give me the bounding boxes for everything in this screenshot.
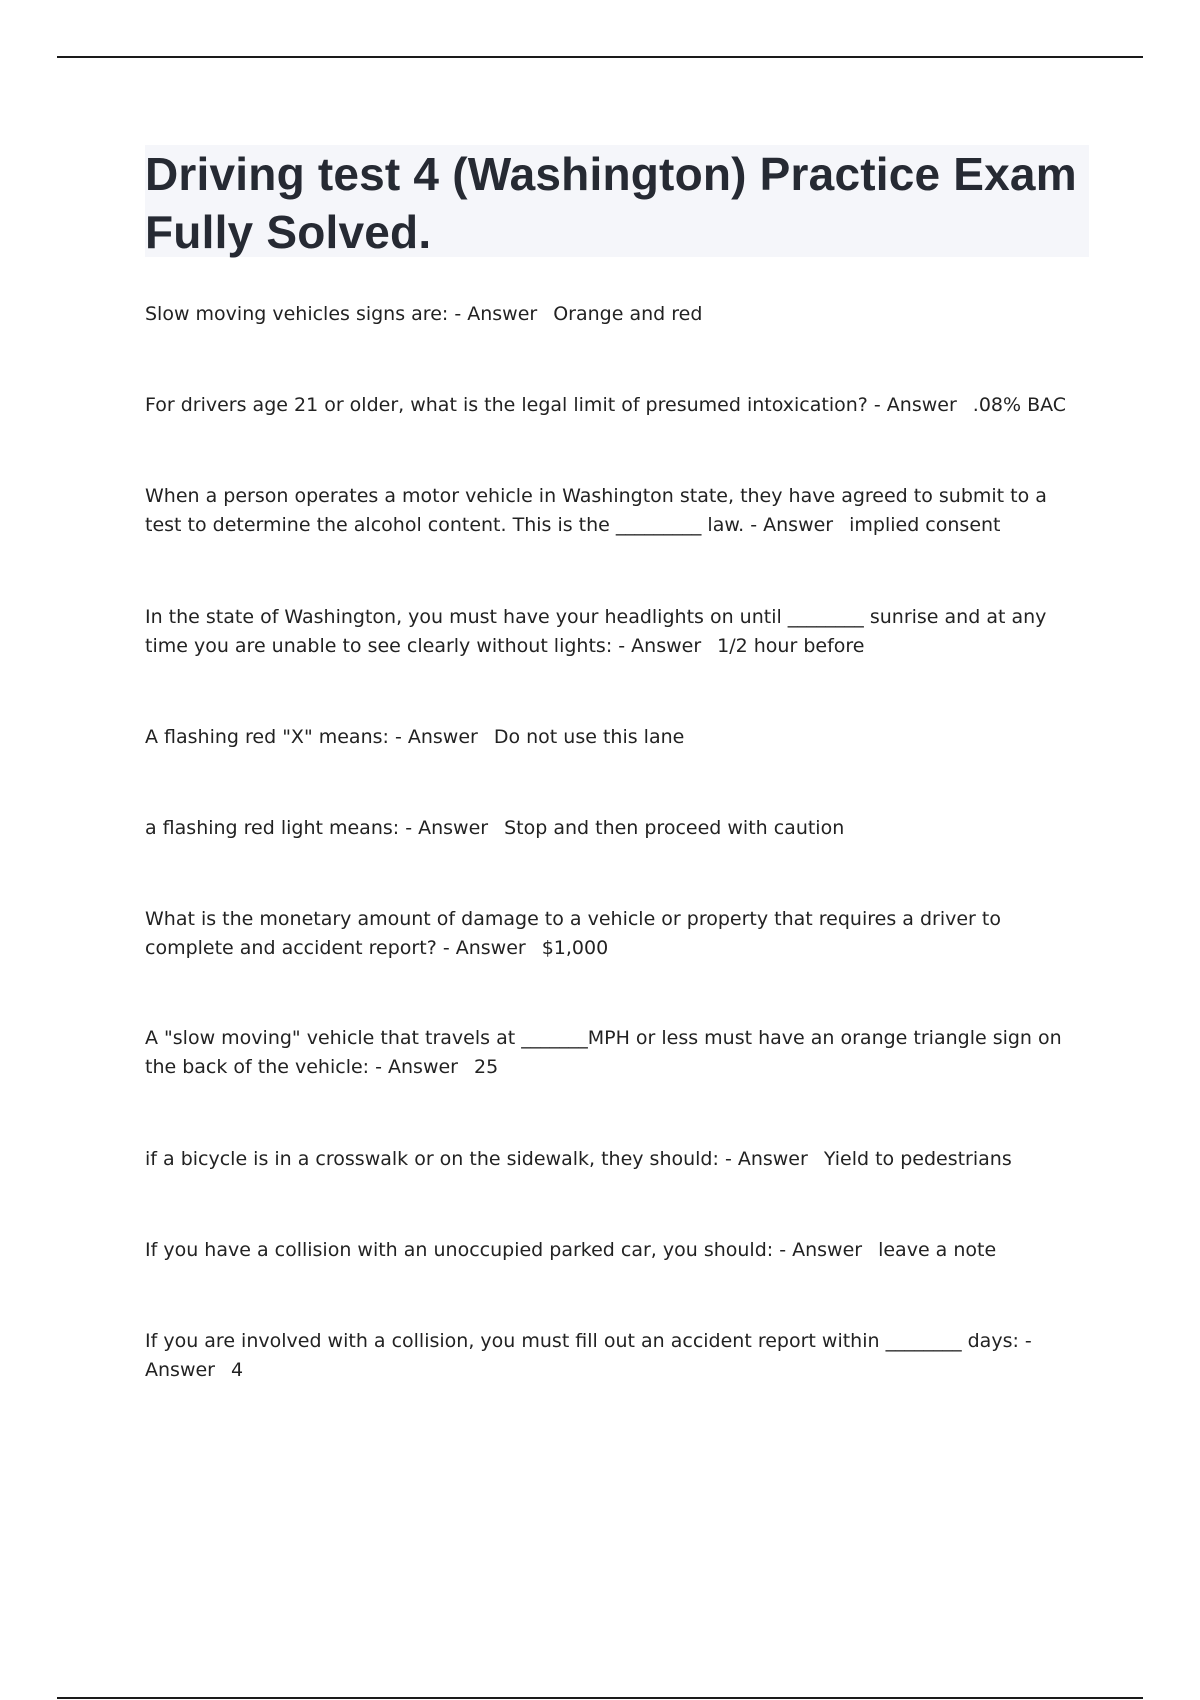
- qa-item: [145, 1024, 1089, 1082]
- answer-text: Yield to pedestrians: [823, 1148, 1012, 1170]
- answer-text: Orange and red: [553, 303, 703, 325]
- question-text: A flashing red "X" means:: [145, 726, 389, 748]
- answer-label: - Answer: [375, 1056, 458, 1078]
- answer-text: $1,000: [541, 937, 609, 959]
- answer-label: - Answer: [779, 1239, 863, 1261]
- question-text: For drivers age 21 or older, what is the legal limit of presumed intoxication?: [145, 394, 868, 416]
- bottom-rule: [57, 1697, 1143, 1699]
- answer-text: Do not use this lane: [493, 726, 685, 748]
- answer-label: - Answer: [618, 635, 702, 657]
- question-text: If you are involved with a collision, you must fill out an accident report within ________ days:: [145, 1330, 1019, 1352]
- question-text: if a bicycle is in a crosswalk or on the sidewalk, they should:: [145, 1148, 719, 1170]
- qa-item: [145, 1236, 1089, 1265]
- top-rule: [57, 56, 1143, 58]
- answer-label: - Answer: [724, 1148, 808, 1170]
- qa-item: [145, 1145, 1089, 1174]
- answer-text: leave a note: [878, 1239, 997, 1261]
- title-banner: [145, 145, 1089, 257]
- answer-text: Stop and then proceed with caution: [504, 817, 845, 839]
- answer-label: - Answer: [454, 303, 538, 325]
- page-title: Driving test 4 (Washington) Practice Exam Fully Solved.: [145, 148, 1077, 258]
- qa-item: [145, 723, 1089, 752]
- answer-label: - Answer: [442, 937, 526, 959]
- question-text: a flashing red light means:: [145, 817, 400, 839]
- answer-text: 25: [473, 1056, 499, 1078]
- question-text: In the state of Washington, you must have your headlights on until ________ sunrise and at any time you are unable to see clearly without lights:: [145, 606, 1047, 657]
- answer-label: - Answer: [873, 394, 957, 416]
- answer-label: - Answer: [750, 514, 834, 536]
- qa-item: [145, 300, 1089, 329]
- answer-text: implied consent: [849, 514, 1001, 536]
- question-text: What is the monetary amount of damage to a vehicle or property that requires a driver to complete and accident report?: [145, 908, 1001, 959]
- qa-item: [145, 482, 1089, 540]
- answer-text: .08% BAC: [972, 394, 1067, 416]
- qa-item: [145, 391, 1089, 420]
- question-text: When a person operates a motor vehicle in Washington state, they have agreed to submit to a test to determine the alcohol content. This is the _________ law.: [145, 485, 1047, 536]
- question-text: If you have a collision with an unoccupied parked car, you should:: [145, 1239, 774, 1261]
- answer-label: - Answer: [405, 817, 489, 839]
- qa-item: [145, 814, 1089, 843]
- question-text: A "slow moving" vehicle that travels at _______MPH or less must have an orange triangle sign on the back of the vehicle:: [145, 1027, 1062, 1078]
- answer-text: 1/2 hour before: [717, 635, 865, 657]
- question-text: Slow moving vehicles signs are:: [145, 303, 449, 325]
- answer-label: - Answer: [394, 726, 478, 748]
- qa-item: [145, 603, 1089, 661]
- answer-label: - Answer: [145, 1330, 1032, 1381]
- answer-text: 4: [230, 1359, 244, 1381]
- qa-item: [145, 1327, 1089, 1385]
- qa-item: [145, 905, 1089, 963]
